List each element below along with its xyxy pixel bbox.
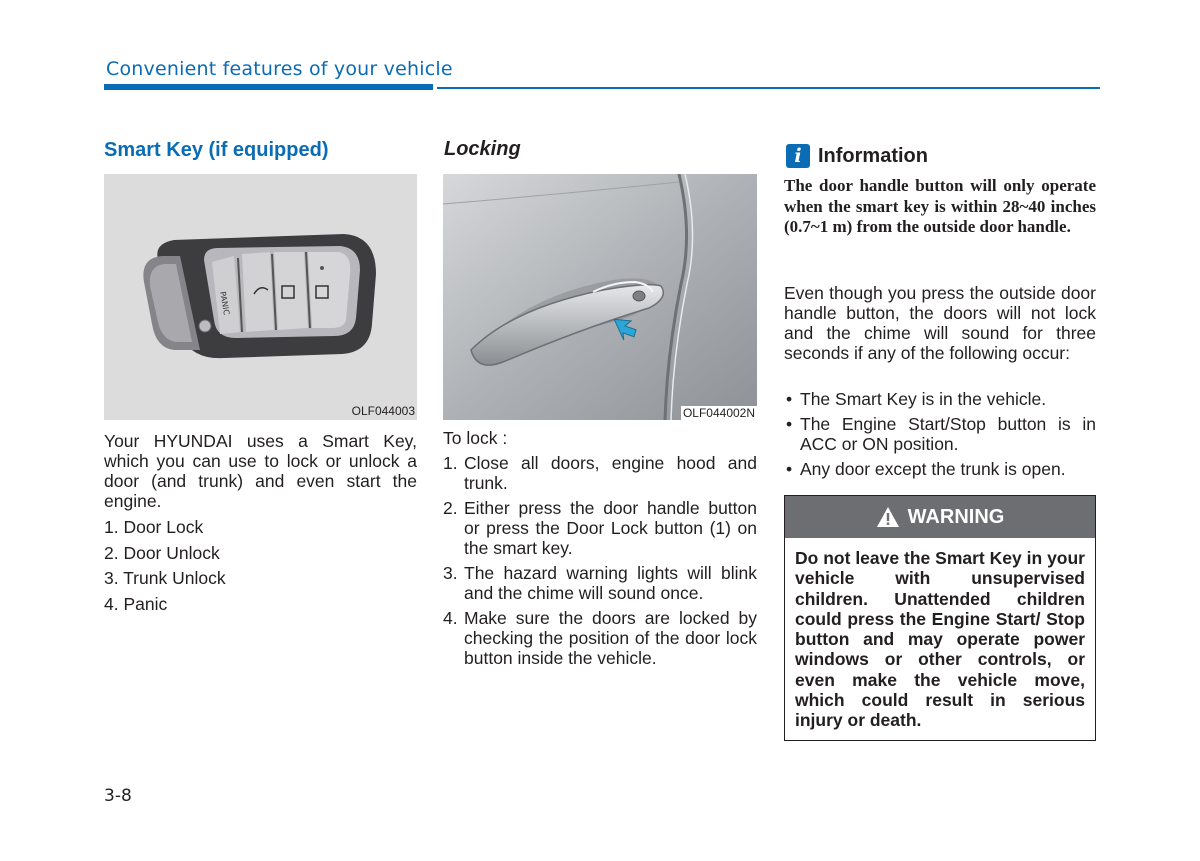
- information-body: Even though you press the outside door handle button, the doors will not lock and the chime will sound for three seconds if any of the following occur:: [784, 283, 1096, 363]
- list-item: 4. Make sure the doors are locked by checking the position of the door lock button inside the vehicle.: [443, 608, 757, 668]
- list-item: 4. Panic: [104, 593, 168, 614]
- page-number: 3-8: [104, 786, 132, 806]
- list-item: 1. Close all doors, engine hood and trunk.: [443, 453, 757, 493]
- to-lock-label: To lock :: [443, 428, 508, 448]
- warning-box: [784, 495, 1096, 741]
- info-icon: i: [786, 144, 810, 168]
- list-item: 3. Trunk Unlock: [104, 568, 226, 588]
- information-heading: [786, 144, 928, 168]
- information-note: The door handle button will only operate when the smart key is within 28~40 inches (0.7~1 m) from the outside door handle.: [784, 176, 1096, 236]
- smart-key-figure: [104, 174, 417, 420]
- locking-steps: [443, 453, 757, 673]
- door-handle-illustration: [443, 174, 757, 420]
- warning-triangle-icon: [876, 506, 900, 528]
- list-item: 3. The hazard warning lights will blink and the chime will sound once.: [443, 563, 757, 603]
- locking-subtitle: Locking: [444, 138, 521, 160]
- warning-header: [785, 496, 1095, 538]
- list-item: 2. Either press the door handle button or press the Door Lock button (1) on the smart key.: [443, 498, 757, 558]
- header-rule-thin: [437, 87, 1100, 89]
- warning-text: Do not leave the Smart Key in your vehicle with unsupervised children. Unattended children could press the Engine Start/ Stop button and may operate power windows or other controls, or even make the vehicle move, which could result in serious injury or death.: [795, 548, 1085, 731]
- smart-key-intro: Your HYUNDAI uses a Smart Key, which you can use to lock or unlock a door (and trunk) and even start the engine.: [104, 431, 417, 511]
- svg-text:PANIC: PANIC: [218, 290, 232, 316]
- list-item: 2. Door Unlock: [104, 542, 220, 563]
- header-rule-thick: [104, 84, 433, 90]
- list-item: • The Engine Start/Stop button is in ACC or ON position.: [784, 414, 1096, 454]
- section-title: Smart Key (if equipped): [104, 139, 329, 161]
- smart-key-illustration: [104, 174, 417, 420]
- button-list: [104, 517, 417, 619]
- information-title: Information: [818, 144, 928, 167]
- warning-title: WARNING: [907, 505, 1005, 528]
- door-handle-figure: [443, 174, 757, 420]
- list-item: • The Smart Key is in the vehicle.: [784, 389, 1096, 409]
- figure-caption: OLF044002N: [682, 406, 755, 420]
- list-item: • Any door except the trunk is open.: [784, 459, 1096, 479]
- figure-caption: OLF044003: [351, 404, 415, 418]
- chapter-header: Convenient features of your vehicle: [106, 58, 453, 80]
- list-item: 1. Door Lock: [104, 517, 204, 537]
- condition-list: [784, 389, 1096, 484]
